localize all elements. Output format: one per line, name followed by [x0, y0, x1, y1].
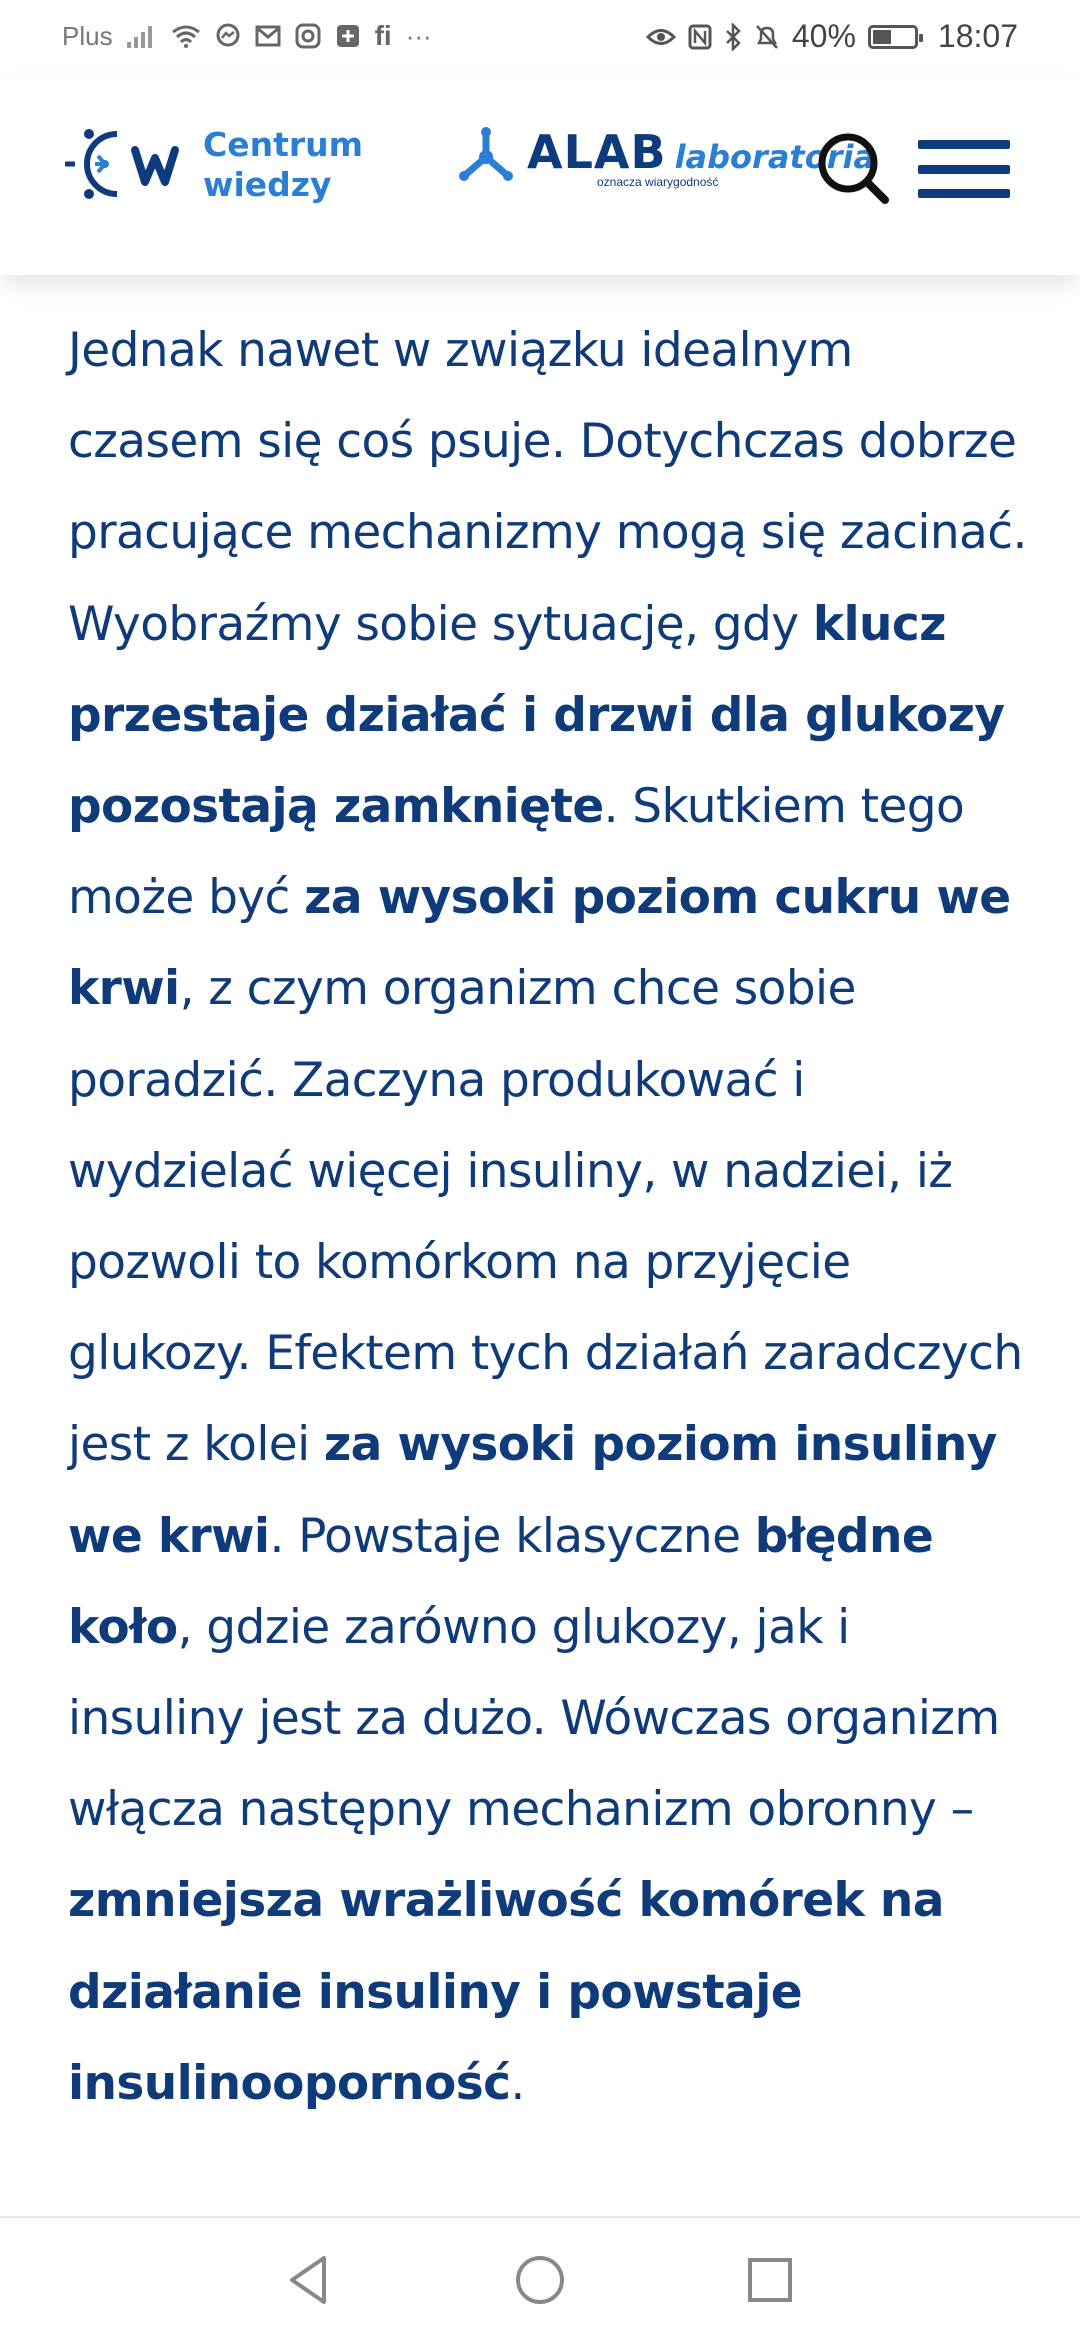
more-indicator: ···: [405, 20, 432, 51]
carrier-label: Plus: [62, 20, 113, 51]
battery-icon: [868, 25, 918, 49]
bold-segment: za wysoki poziom insuliny we krwi: [68, 1417, 997, 1564]
article-paragraph: [68, 305, 1028, 2129]
nfc-icon: [688, 24, 712, 50]
battery-percent: 40%: [791, 18, 856, 54]
search-button[interactable]: [815, 130, 890, 205]
status-bar: [0, 0, 1080, 80]
alab-sub: laboratoria: [674, 138, 876, 176]
bluetooth-icon: [724, 23, 742, 51]
recents-button[interactable]: [740, 2250, 800, 2310]
back-icon: [280, 2250, 340, 2310]
status-right: [646, 18, 1018, 55]
fi-icon: fi: [374, 20, 392, 51]
plus-app-icon: [335, 23, 361, 49]
instagram-icon: [295, 23, 321, 49]
bold-segment: błędne koło: [68, 1508, 934, 1655]
text-segment: Jednak nawet w związku idealnym czasem się coś psuje. Dotychczas dobrze pracujące mechanizmy mogą się zacinać. Wyobraźmy sobie sytuację, gdy: [68, 323, 1027, 652]
article-body: [68, 305, 1028, 2129]
status-left: [62, 20, 432, 52]
hamburger-icon: [918, 140, 1010, 149]
hamburger-bar: [918, 165, 1010, 174]
mute-icon: [754, 23, 780, 51]
hamburger-bar: [918, 189, 1010, 198]
search-icon: [815, 130, 890, 205]
menu-button[interactable]: [918, 140, 1010, 198]
text-segment: , gdzie zarówno glukozy, jak i insuliny jest za dużo. Wówczas organizm włącza następny mechanizm obronny –: [68, 1599, 1000, 1838]
messenger-icon: [215, 23, 241, 49]
bold-segment: zmniejsza wrażliwość komórek na działanie insuliny i powstaje insulinooporność: [68, 1873, 944, 2111]
alab-logo[interactable]: [455, 125, 875, 189]
cw-logo-text: [203, 125, 363, 205]
eye-icon: [646, 26, 676, 48]
bold-segment: za wysoki poziom cukru we krwi: [68, 870, 1011, 1017]
alab-tagline: oznacza wiarygodność: [597, 175, 719, 189]
system-nav-bar: [0, 2216, 1080, 2342]
home-button[interactable]: [510, 2250, 570, 2310]
centrum-wiedzy-logo[interactable]: [65, 120, 363, 210]
wifi-icon: [171, 24, 201, 48]
alab-brand: ALAB: [527, 125, 667, 179]
cw-logo-line1: Centrum: [203, 125, 364, 164]
recents-icon: [740, 2250, 800, 2310]
signal-icon: [127, 24, 157, 48]
text-segment: , z czym organizm chce sobie poradzić. Zaczyna produkować i wydzielać więcej insuliny, w nadziei, iż pozwoli to komórkom na przyjęcie glukozy. Efektem tych działań zaradczych jest z kolei: [68, 961, 1023, 1473]
clock: 18:07: [937, 18, 1018, 54]
bold-segment: klucz przestaje działać i drzwi dla glukozy pozostają zamknięte: [68, 596, 1005, 835]
cw-logo-icon: [65, 120, 195, 210]
text-segment: . Skutkiem tego może być: [68, 779, 965, 926]
alab-logo-icon: [455, 126, 517, 188]
text-segment: . Powstaje klasyczne: [269, 1508, 755, 1564]
gmail-icon: [255, 25, 281, 47]
site-header: [0, 80, 1080, 275]
cw-logo-line2: wiedzy: [203, 165, 332, 204]
text-segment: .: [510, 2055, 525, 2111]
back-button[interactable]: [280, 2250, 340, 2310]
home-icon: [510, 2250, 570, 2310]
